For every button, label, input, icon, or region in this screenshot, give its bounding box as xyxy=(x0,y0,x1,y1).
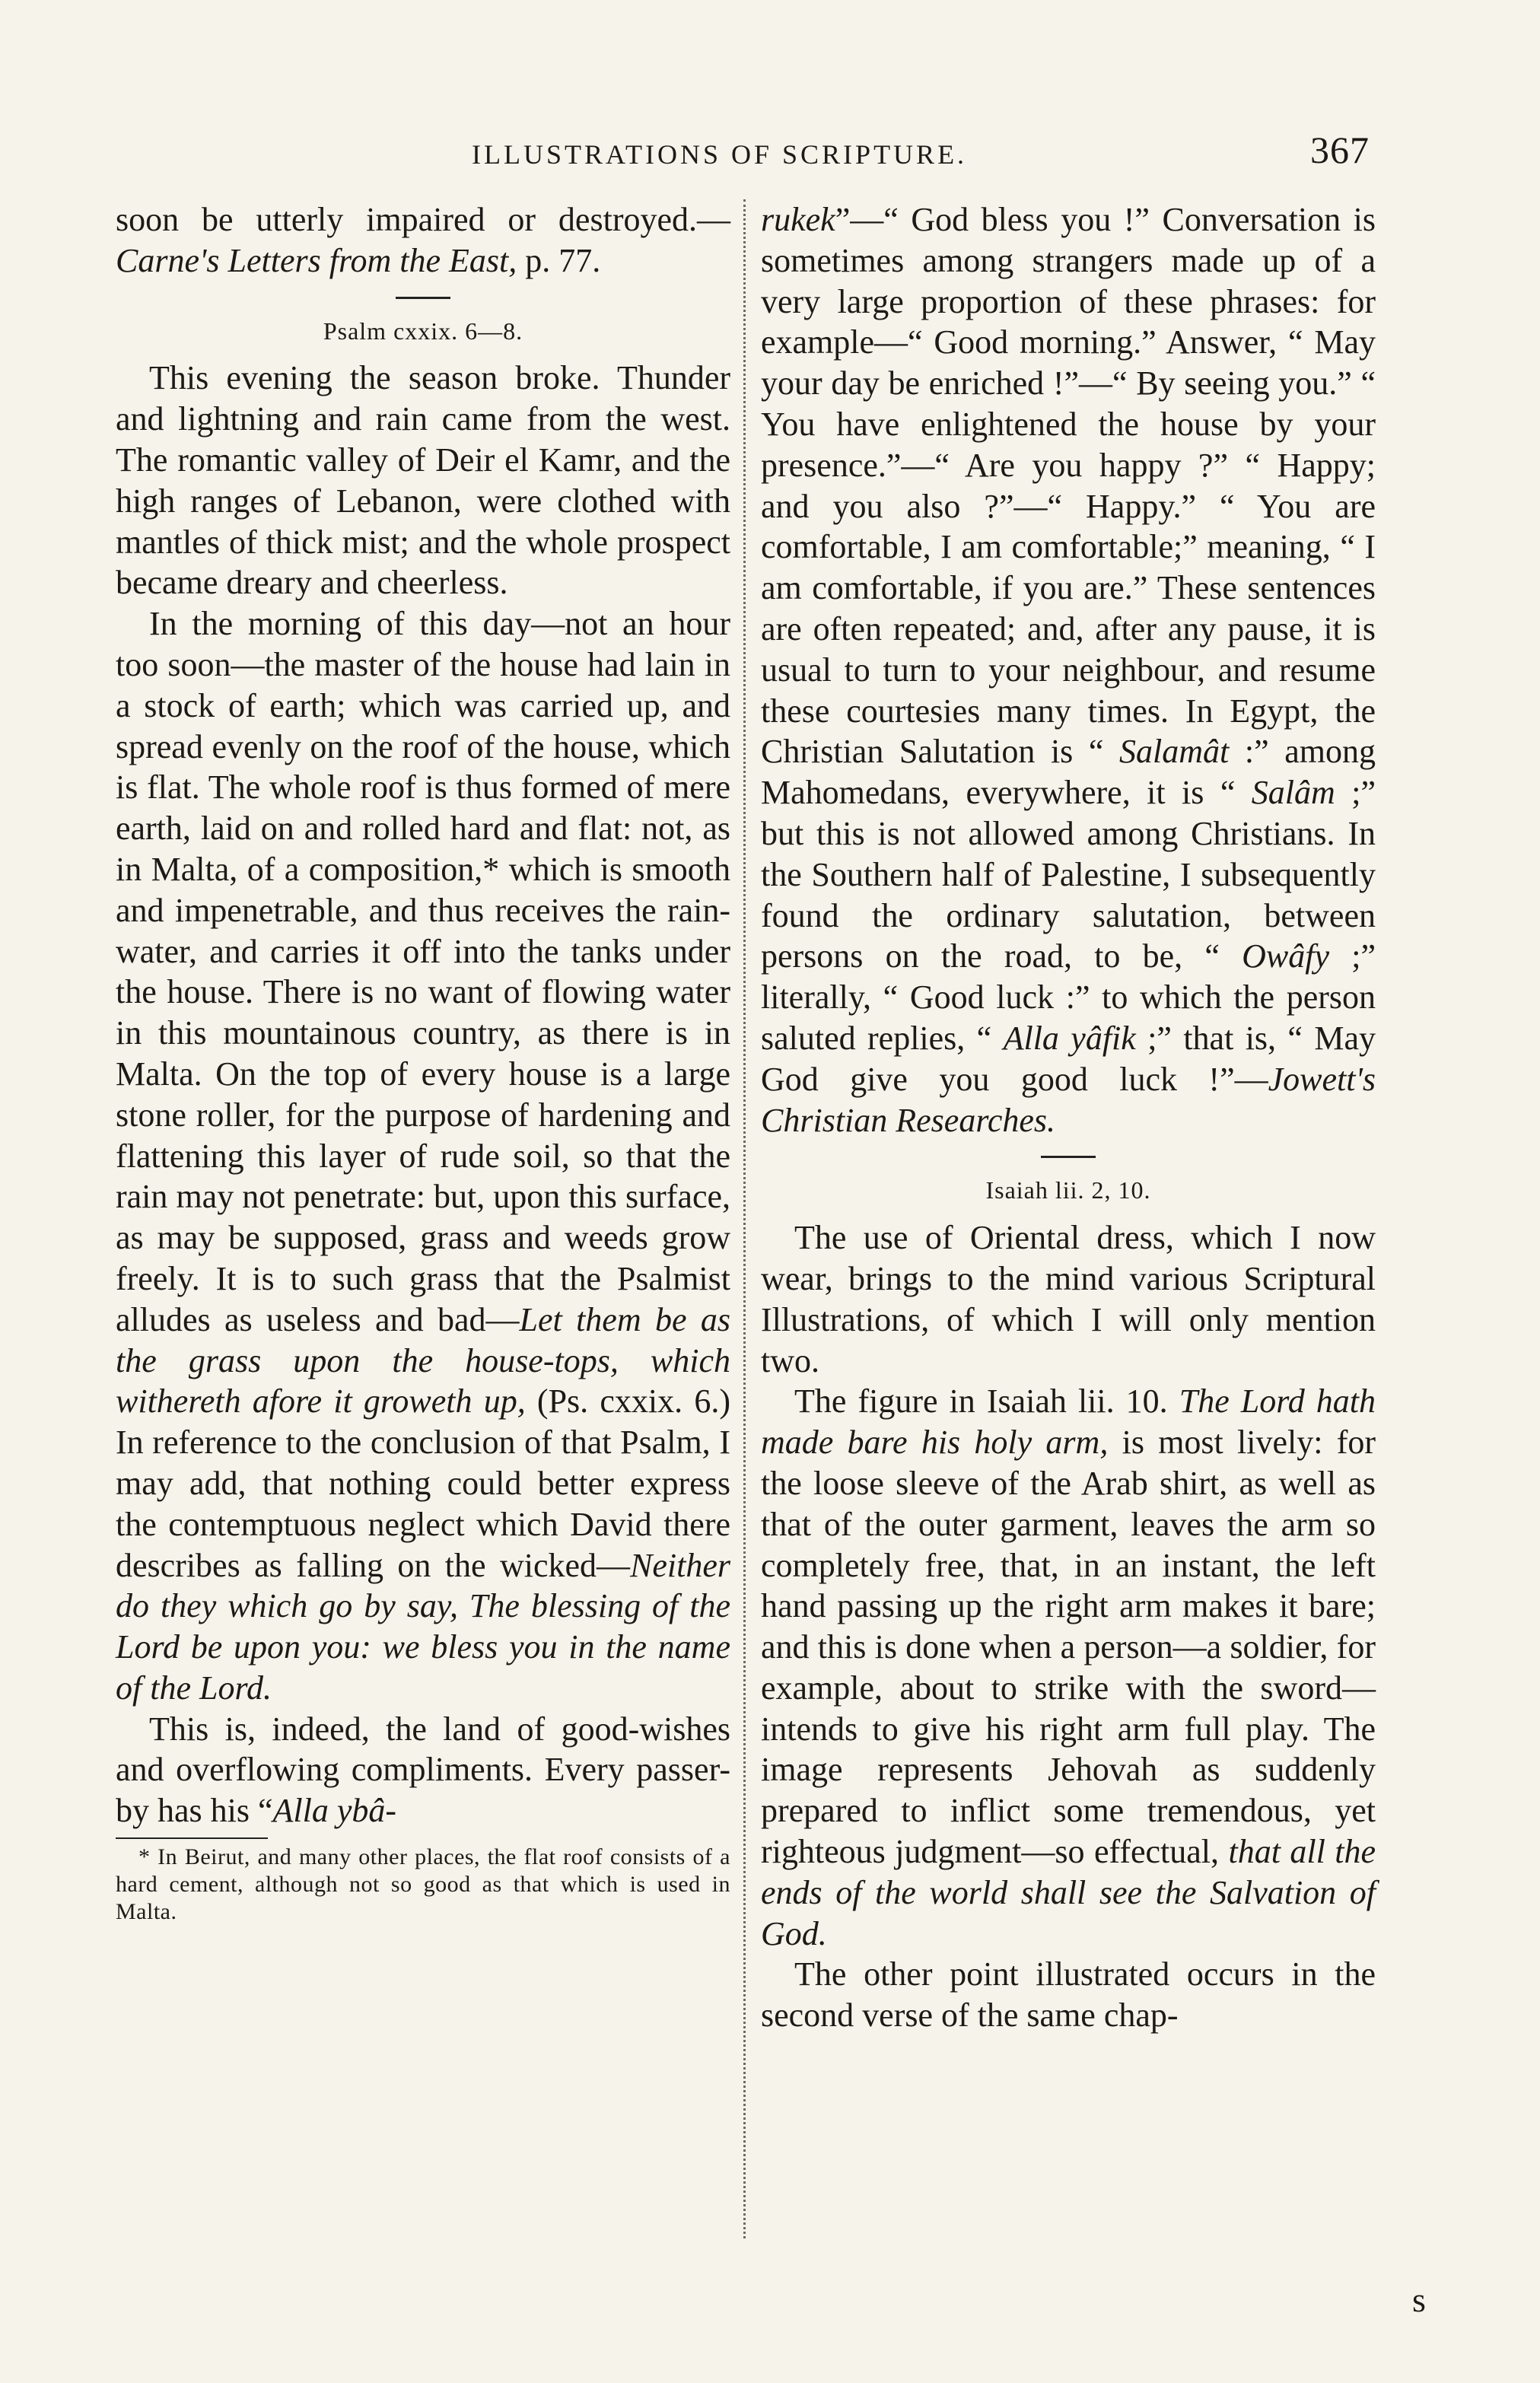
footnote-rule xyxy=(116,1837,268,1839)
section-separator xyxy=(1041,1156,1096,1158)
scripture-reference: Isaiah lii. 2, 10. xyxy=(985,1176,1151,1204)
catchword: s xyxy=(1412,2280,1426,2319)
paragraph: rukek”—“ God bless you !” Conversation is sometimes among strangers made up of a very large proportion of these phrases: for example—“ Good morning.” Answer, “ May your day be enriched !”—“ By seeing you.” “ You have enlightened the house by your presence.”—“ Are you happy ?” “ Happy; and you also ?”—“ Happy.” “ You are comfortable, I am comfortable;” meaning, “ I am comfortable, if you are.” These sentences are often repeated; and, after any pause, it is usual to turn to your neighbour, and resume these courtesies many times. In Egypt, the Christian Salutation is “ Salamât :” among Mahomedans, everywhere, it is “ Salâm ;” but this is not allowed among Christians. In the Southern half of Palestine, I subsequently found the ordinary salutation, between persons on the road, to be, “ Owâfy ;” literally, “ Good luck :” to which the person saluted replies, “ Alla yâfik ;” that is, “ May God give you good luck !”—Jowett's Christian Researches. xyxy=(761,201,1376,1139)
scripture-reference: Psalm cxxix. 6—8. xyxy=(323,317,523,345)
section-separator xyxy=(396,297,450,299)
paragraph: This evening the season broke. Thunder and lightning and rain came from the west. The romantic valley of Deir el Kamr, and the high ranges of Lebanon, were clothed with mantles of thick mist; and the whole prospect became dreary and cheerless. xyxy=(116,359,730,602)
paragraph: In the morning of this day—not an hour too soon—the master of the house had lain in a stock of earth; which was carried up, and spread evenly on the roof of the house, which is flat. The whole roof is thus formed of mere earth, laid on and rolled hard and flat: not, as in Malta, of a composition,* which is smooth and impenetrable, and thus receives the rain-water, and carries it off into the tanks under the house. There is no want of flowing water in this mountainous country, as there is in Malta. On the top of every house is a large stone roller, for the purpose of hardening and flattening this layer of rude soil, so that the rain may not penetrate: but, upon this surface, as may be supposed, grass and weeds grow freely. It is to such grass that the Psalmist alludes as useless and bad—Let them be as the grass upon the house-tops, which withereth afore it groweth up, (Ps. cxxix. 6.) In reference to the conclusion of that Psalm, I may add, that nothing could better express the contemptuous neglect which David there describes as falling on the wicked—Neither do they which go by say, The blessing of the Lord be upon you: we bless you in the name of the Lord. xyxy=(116,605,731,1707)
left-column xyxy=(116,199,730,1926)
citation: Carne's Letters from the East, xyxy=(116,241,517,279)
citation: Jowett's Christian Researches. xyxy=(761,1060,1376,1139)
right-column xyxy=(761,199,1376,2036)
page-number: 367 xyxy=(1310,129,1370,171)
arabic-phrase: Alla ybâ- xyxy=(272,1792,397,1830)
column-divider xyxy=(743,199,746,2238)
running-title: ILLUSTRATIONS OF SCRIPTURE. xyxy=(472,139,968,170)
paragraph: The other point illustrated occurs in the second verse of the same chap- xyxy=(761,1955,1376,2035)
scripture-quote: that all the ends of the world shall see the Salvation of God. xyxy=(761,1833,1376,1952)
paragraph: The figure in Isaiah lii. 10. The Lord hath made bare his holy arm, is most lively: for the loose sleeve of the Arab shirt, as well as that of the outer garment, leaves the arm so completely free, that, in an instant, the left hand passing up the right arm makes it bare; and this is done when a person—a soldier, for example, about to strike with the sword—intends to give his right arm full play. The image represents Jehovah as suddenly prepared to inflict some tremendous, yet righteous judgment—so effectual, that all the ends of the world shall see the Salvation of God. xyxy=(761,1382,1376,1952)
page-header xyxy=(472,128,1370,173)
scripture-quote: The Lord hath made bare his holy arm, xyxy=(761,1382,1376,1462)
paragraph: This is, indeed, the land of good-wishes and overflowing compliments. Every passer-by has his “Alla ybâ- xyxy=(116,1710,730,1830)
paragraph: The use of Oriental dress, which I now wear, brings to the mind various Scriptural Illustrations, of which I will only mention two. xyxy=(761,1219,1376,1379)
scripture-quote: Neither do they which go by say, The blessing of the Lord be upon you: we bless you in the name of the Lord. xyxy=(116,1546,730,1707)
footnote: * In Beirut, and many other places, the flat roof consists of a hard cement, although not so good as that which is used in Malta. xyxy=(116,1844,730,1925)
scripture-quote: Let them be as the grass upon the house-tops, which withereth afore it groweth up, xyxy=(116,1300,731,1421)
paragraph: soon be utterly impaired or destroyed.—Carne's Letters from the East, p. 77. xyxy=(116,201,730,279)
